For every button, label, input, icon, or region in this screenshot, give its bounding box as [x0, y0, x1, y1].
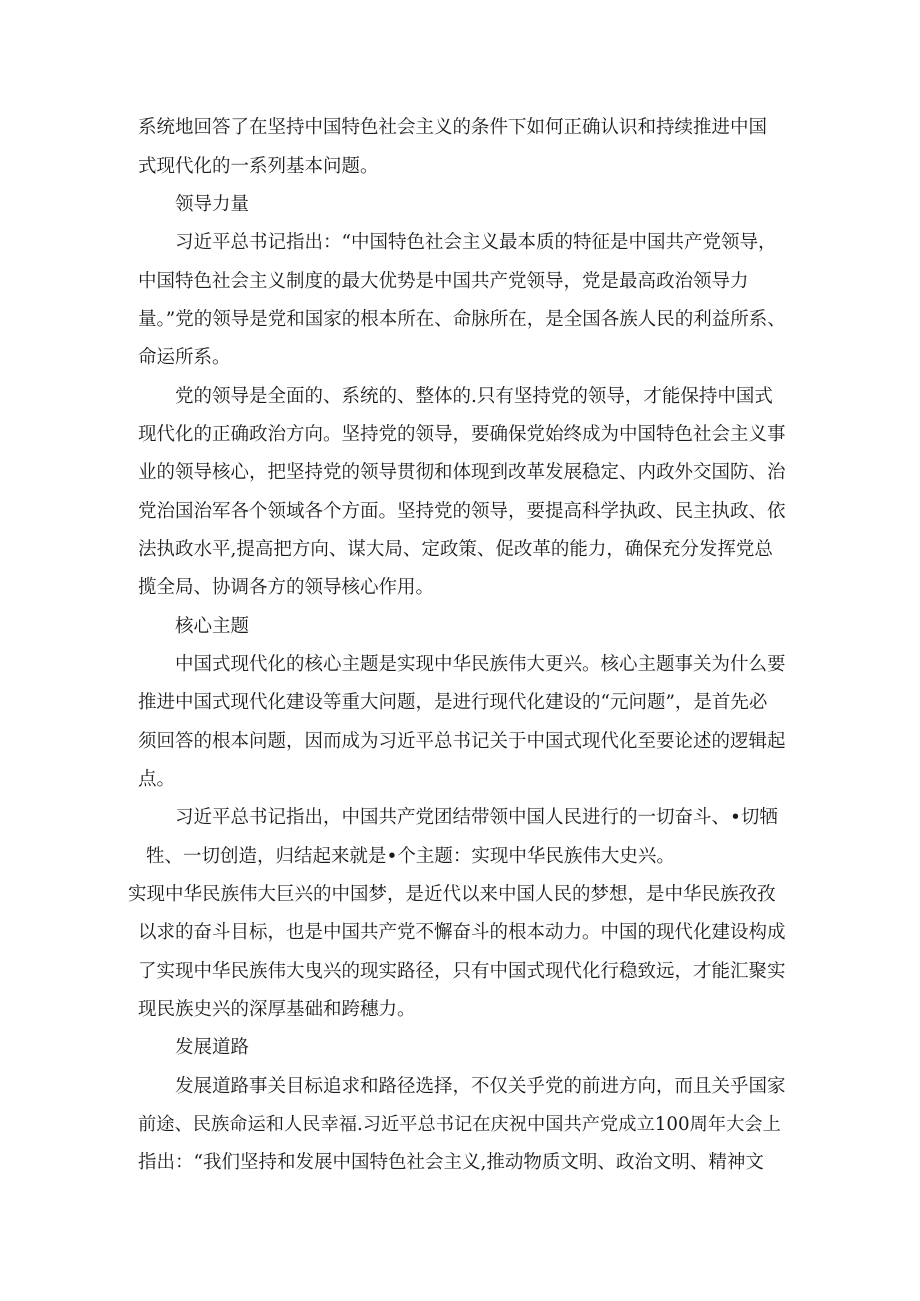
body-text-line: 法执政水平,提高把方向、谋大局、定政策、促改革的能力，确保充分发挥党总: [138, 539, 773, 560]
body-text-line: 现代化的正确政治方向。坚持党的领导，要确保党始终成为中国特色社会主义事: [138, 424, 786, 445]
body-text-line: 实现中华民族伟大巨兴的中国梦，是近代以来中国人民的梦想，是中华民族孜孜: [128, 884, 776, 905]
body-text-line: 命运所系。: [138, 347, 231, 368]
body-text-line: 推进中国式现代化建设等重大问题，是进行现代化建设的“元问题”，是首先必: [138, 692, 768, 713]
body-text-line: 点。: [138, 769, 176, 790]
body-text-line: 现民族史兴的深厚基础和跨穗力。: [138, 999, 416, 1020]
section-heading-core-theme: 核心主题: [175, 616, 250, 637]
body-text-line: 党治国治军各个领域各个方面。坚持党的领导，要提高科学执政、民主执政、依: [138, 501, 786, 522]
body-text-line: 业的领导核心，把坚持党的领导贯彻和体现到改革发展稳定、内政外交国防、治: [138, 462, 786, 483]
body-text-line: 牲、一切创造，归结起来就是•个主题：实现中华民族伟大史兴。: [146, 846, 675, 867]
body-text-line: 式现代化的一系列基本问题。: [138, 156, 379, 177]
body-text-line: 中国特色社会主义制度的最大优势是中国共产党领导，党是最高政治领导力: [138, 271, 749, 292]
body-text-line: 了实现中华民族伟大曳兴的现实路径，只有中国式现代化行稳致远，才能汇聚实: [138, 961, 786, 982]
section-heading-development-path: 发展道路: [175, 1037, 250, 1058]
body-text-line: 指出：“我们坚持和发展中国特色社会主义,推动物质文明、政治文明、精神文: [138, 1152, 764, 1173]
body-text-line: 量。”党的领导是党和国家的根本所在、命脉所在，是全国各族人民的利益所系、: [138, 309, 786, 330]
body-text-line: 系统地回答了在坚持中国特色社会主义的条件下如何正确认识和持续推进中国: [138, 117, 768, 138]
body-text-line: 习近平总书记指出，中国共产党团结带领中国人民进行的一切奋斗、•切牺: [175, 807, 778, 828]
body-text-line: 党的领导是全面的、系统的、整体的.只有坚持党的领导，才能保持中国式: [175, 386, 773, 407]
body-text-line: 前途、民族命运和人民幸福.习近平总书记在庆祝中国共产党成立100周年大会上: [138, 1114, 781, 1135]
body-text-line: 揽全局、协调各方的领导核心作用。: [138, 577, 435, 598]
body-text-line: 须回答的根本问题，因而成为习近平总书记关于中国式现代化至要论述的逻辑起: [138, 731, 786, 752]
body-text-line: 发展道路事关目标追求和路径选择，不仅关乎党的前进方向，而且关乎国家: [175, 1076, 786, 1097]
body-text-line: 习近平总书记指出：“中国特色社会主义最本质的特征是中国共产党领导，: [175, 232, 777, 253]
body-text-line: 中国式现代化的核心主题是实现中华民族伟大更兴。核心主题事关为什么要: [175, 654, 786, 675]
section-heading-leadership: 领导力量: [175, 194, 250, 215]
body-text-line: 以求的奋斗目标，也是中国共产党不懈奋斗的根本动力。中国的现代化建设构成: [138, 922, 786, 943]
